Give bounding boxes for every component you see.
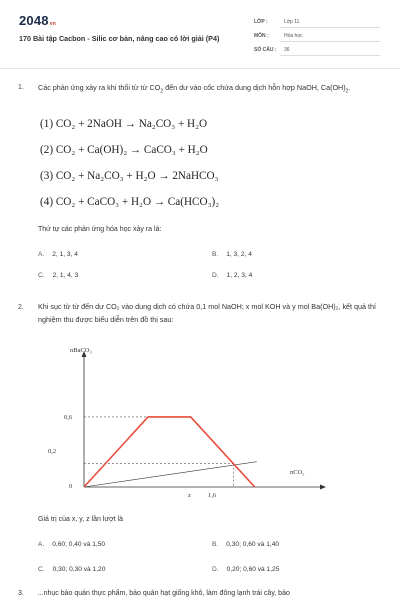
option-text: 1, 2, 3, 4 (226, 272, 253, 279)
x-tick-label: 1,6 (208, 492, 217, 499)
document-title: 170 Bài tập Cacbon - Silic cơ bản, nâng cao có lời giải (P4) (19, 34, 220, 43)
q1-option-c[interactable] (38, 272, 78, 279)
header-divider (0, 68, 400, 69)
option-letter: A. (38, 541, 45, 548)
question-count-value: 36 (284, 47, 290, 53)
grade-label: LỚP : (254, 19, 268, 25)
question-1-text: Các phản ứng xảy ra khi thổi từ từ $CO_2$ đến dư vào cốc chứa dung dịch hỗn hợp NaOH, $Ca(OH)_2$. (38, 83, 351, 95)
option-letter: B. (212, 541, 219, 548)
subject-value: Hóa học (284, 33, 303, 39)
question-1-ask: Thứ tự các phản ứng hóa học xảy ra là: (38, 226, 162, 233)
option-text: 2, 1, 4, 3 (52, 272, 79, 279)
option-letter: C. (38, 272, 45, 279)
chart-svg (38, 340, 338, 510)
question-1-number: 1. (18, 84, 24, 91)
meta-divider (280, 41, 380, 42)
reaction-3: (3) CO₂ + Na₂CO₃ + H₂O → 2NaHCO₃ (40, 170, 219, 182)
meta-divider (280, 27, 380, 28)
option-letter: B. (212, 251, 219, 258)
site-logo[interactable] (19, 13, 56, 28)
question-1-text-b: đến dư vào cốc chứa dung dịch hỗn hợp NaOH, Ca(OH) (163, 83, 346, 92)
meta-divider (280, 55, 380, 56)
option-text: 0,20; 0,60 và 1,25 (226, 566, 280, 573)
question-2-number: 2. (18, 304, 24, 311)
option-text: 2, 1, 3, 4 (52, 251, 78, 258)
y-tick-label: 0,2 (48, 448, 57, 455)
y-axis-label: nBaCO₃ (70, 347, 92, 354)
option-letter: D. (212, 566, 219, 573)
x-tick-label: z (188, 492, 191, 499)
q2-option-b[interactable] (212, 541, 279, 548)
q2-option-a[interactable] (38, 541, 105, 548)
question-2-ask: Giá trị của x, y, z lần lượt là (38, 516, 124, 523)
document-header (0, 0, 400, 62)
reaction-2: (2) CO₂ + Ca(OH)₂ → CaCO₃ + H₂O (40, 144, 208, 156)
x-axis-label: nCO₂ (290, 469, 305, 476)
reaction-4: (4) CO₂ + CaCO₃ + H₂O → Ca(HCO₃)₂ (40, 196, 220, 208)
x-axis-arrow (320, 485, 326, 490)
logo-suffix: vn (49, 21, 56, 27)
question-3-text: ...nhục bảo quản thực phẩm, bảo quản hạt giống khô, làm đông lạnh trái cây, bảo (37, 590, 290, 597)
question-3-number: 3. (18, 590, 24, 597)
subject-label: MÔN : (254, 33, 269, 39)
grade-value: Lớp 11 (284, 19, 300, 25)
q1-option-b[interactable] (212, 251, 252, 258)
q1-option-d[interactable] (212, 272, 252, 279)
precipitate-chart (38, 340, 338, 510)
logo-text: 2048 (19, 13, 49, 28)
guide-diagonal-line (84, 462, 257, 487)
series-line (84, 417, 255, 487)
q2-option-c[interactable] (38, 566, 105, 573)
y-tick-label: 0,6 (64, 414, 73, 421)
option-text: 0,30; 0,60 và 1,40 (226, 541, 280, 548)
reaction-1: (1) CO₂ + 2NaOH → Na₂CO₃ + H₂O (40, 118, 208, 130)
option-text: 0,30; 0,30 và 1,20 (52, 566, 106, 573)
option-text: 1, 3, 2, 4 (226, 251, 252, 258)
q1-option-a[interactable] (38, 251, 78, 258)
option-letter: C. (38, 566, 45, 573)
q2-option-d[interactable] (212, 566, 279, 573)
option-letter: A. (38, 251, 45, 258)
y-tick-label: 0 (69, 483, 73, 490)
question-3-partial (18, 590, 290, 597)
option-letter: D. (212, 272, 219, 279)
option-text: 0,60; 0,40 và 1,50 (52, 541, 106, 548)
question-1-text-a: Các phản ứng xảy ra khi thổi từ từ CO (38, 83, 161, 92)
question-2-text: Khi sục từ từ đến dư CO₂ vào dung dịch có chứa 0,1 mol NaOH; x mol KOH và y mol Ba(OH)₂, kết quả thí nghiệm thu được biểu diễn trên đồ thị sau: (38, 302, 377, 324)
question-count-label: SỐ CÂU : (254, 47, 277, 53)
